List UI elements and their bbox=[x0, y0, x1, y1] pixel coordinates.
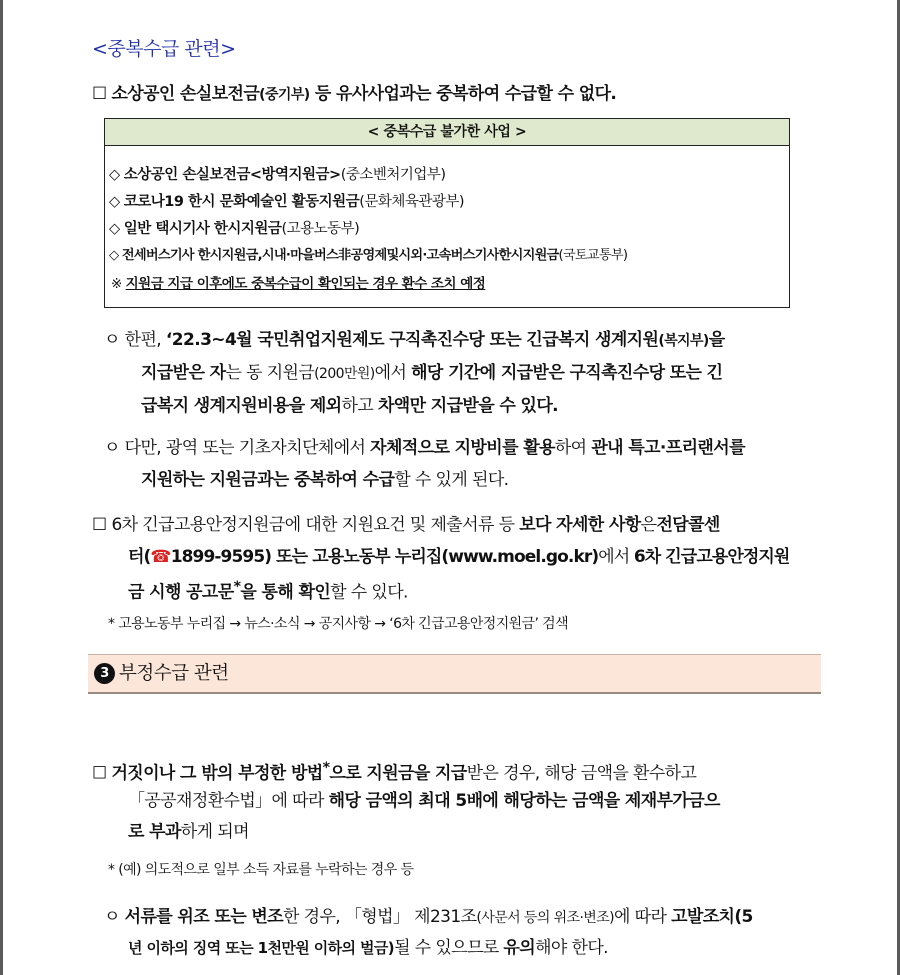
dup-rule-line bbox=[92, 84, 616, 104]
table-item-4: ◇ 전세버스기사 한시지원금,시내·마을버스非공영제및시외·고속버스기사한시지원금(국토교통부) bbox=[109, 248, 628, 263]
para4-note: * (예) 의도적으로 일부 소득 자료를 누락하는 경우 등 bbox=[108, 862, 414, 878]
contact-info: 1899-9595) 또는 고용노동부 누리집(www.moel.go.kr) bbox=[170, 547, 599, 567]
section-number-badge: 3 bbox=[94, 663, 115, 684]
square-bullet-icon: ☐ bbox=[92, 763, 107, 784]
diamond-icon: ◇ bbox=[109, 248, 119, 263]
rule-text-bold: 소상공인 손실보전금 bbox=[111, 84, 260, 104]
rule-text-ministry: (중기부) bbox=[259, 87, 310, 103]
para3-note: * 고용노동부 누리집 → 뉴스·소식 → 공지사항 → ‘6차 긴급고용안정지원금’ 검색 bbox=[108, 616, 569, 632]
para4-line2: 「공공재정환수법」에 따라 해당 금액의 최대 5배에 해당하는 금액을 제재부가금으 bbox=[128, 791, 720, 811]
section-subtitle: <중복수급 관련> bbox=[92, 38, 236, 60]
para3-line3: 금 시행 공고문*을 통해 확인할 수 있다. bbox=[128, 579, 408, 603]
dup-ineligible-table bbox=[104, 118, 790, 308]
table-header: < 중복수급 불가한 사업 > bbox=[105, 119, 789, 146]
table-item-3: ◇ 일반 택시기사 한시지원금(고용노동부) bbox=[109, 221, 360, 237]
para3-line1: ☐ 6차 긴급고용안정지원금에 대한 지원요건 및 제출서류 등 보다 자세한 사항은전담콜센 bbox=[92, 515, 720, 535]
para1-line3: 급복지 생계지원비용을 제외하고 차액만 지급받을 수 있다. bbox=[141, 396, 559, 416]
table-note: ※ 지원금 지급 이후에도 중복수급이 확인되는 경우 환수 조치 예정 bbox=[111, 276, 486, 292]
diamond-icon: ◇ bbox=[109, 194, 120, 210]
para2-line2: 지원하는 지원금과는 중복하여 수급할 수 있게 된다. bbox=[141, 470, 509, 490]
para5-line2: 년 이하의 징역 또는 1천만원 이하의 벌금)될 수 있으므로 유의해야 한다. bbox=[128, 938, 608, 958]
para1-line1: ㅇ 한편, ‘22.3~4월 국민취업지원제도 구직촉진수당 또는 긴급복지 생계지원(복지부)을 bbox=[104, 330, 725, 350]
rule-text-end: 등 유사사업과는 중복하여 수급할 수 없다. bbox=[309, 84, 617, 104]
para5-line1: ㅇ 서류를 위조 또는 변조한 경우, 「형법」 제231조(사문서 등의 위조·변조)에 따라 고발조치(5 bbox=[104, 907, 753, 927]
phone-icon: ☎ bbox=[150, 547, 171, 567]
diamond-icon: ◇ bbox=[109, 221, 120, 237]
circle-bullet-icon: ㅇ bbox=[104, 330, 120, 350]
para2-line1: ㅇ 다만, 광역 또는 기초자치단체에서 자체적으로 지방비를 활용하여 관내 특고·프리랜서를 bbox=[104, 438, 745, 458]
table-item-2: ◇ 코로나19 한시 문화예술인 활동지원금(문화체육관광부) bbox=[109, 194, 465, 210]
para4-line3: 로 부과하게 되며 bbox=[128, 822, 249, 842]
para3-line2: 터(☎1899-9595) 또는 고용노동부 누리집(www.moel.go.kr)에서 6차 긴급고용안정지원 bbox=[128, 547, 790, 567]
section-fraud-header bbox=[88, 654, 821, 694]
section-title: 부정수급 관련 bbox=[119, 663, 229, 684]
para1-line2: 지급받은 자는 동 지원금(200만원)에서 해당 기간에 지급받은 구직촉진수당 또는 긴 bbox=[141, 363, 723, 383]
diamond-icon: ◇ bbox=[109, 167, 120, 183]
circle-bullet-icon: ㅇ bbox=[104, 438, 120, 458]
table-item-1: ◇ 소상공인 손실보전금<방역지원금>(중소벤처기업부) bbox=[109, 167, 446, 183]
circle-bullet-icon: ㅇ bbox=[104, 907, 120, 927]
square-bullet-icon: ☐ bbox=[92, 515, 107, 535]
square-bullet-icon: ☐ bbox=[92, 84, 107, 104]
para4-line1: ☐ 거짓이나 그 밖의 부정한 방법*으로 지원금을 지급받은 경우, 해당 금액을 환수하고 bbox=[92, 760, 697, 784]
